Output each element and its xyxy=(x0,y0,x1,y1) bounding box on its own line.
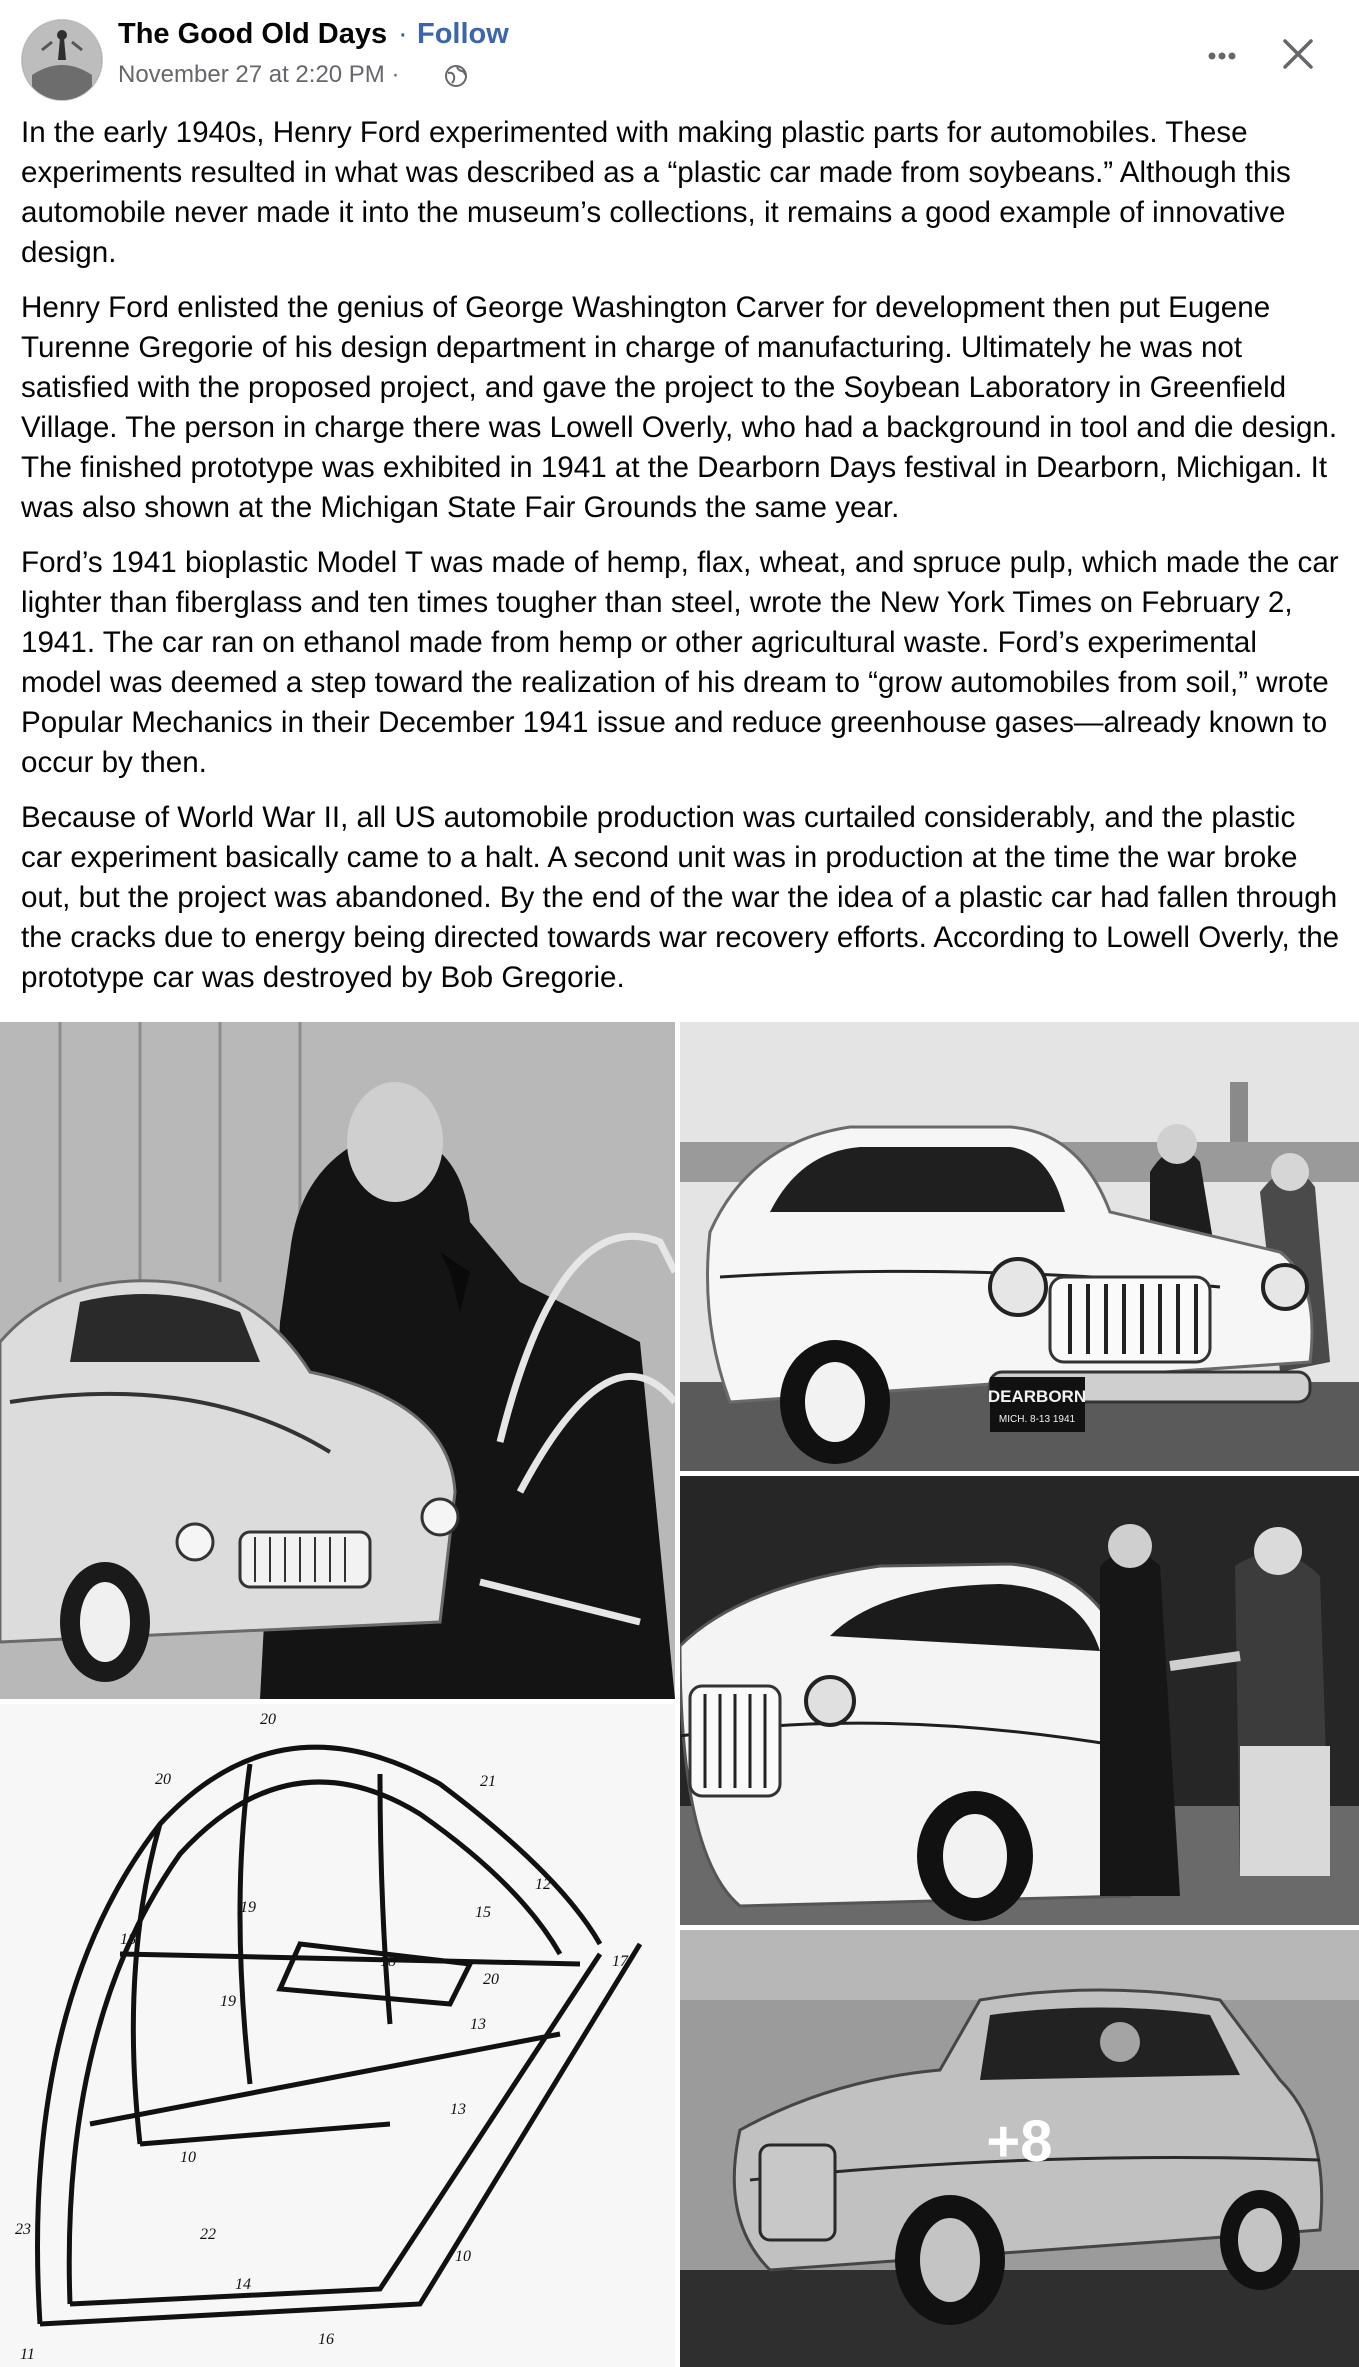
drawing-label: 14 xyxy=(235,2276,251,2293)
handshake-car-image xyxy=(680,1476,1359,1925)
drawing-label: 15 xyxy=(475,1904,491,1921)
drawing-label: 16 xyxy=(318,2331,334,2348)
drawing-label: 13 xyxy=(450,2101,466,2118)
more-options-icon[interactable] xyxy=(1200,34,1244,78)
photo-gallery xyxy=(0,1022,1359,2367)
designer-model-image xyxy=(0,1022,675,1699)
avatar-image xyxy=(22,20,102,100)
post-paragraph: Henry Ford enlisted the genius of George Washington Carver for development then put Eugene Turenne Gregorie of his design department in charge of manufacturing. Ultimately he was not satisfied with the proposed project, and gave the project to the Soybean Laboratory in Greenfield Village. The person in charge there was Lowell Overly, who had a background in tool and die design. The finished prototype was exhibited in 1941 at the Dearborn Days festival in Dearborn, Michigan. It was also shown at the Michigan State Fair Grounds the same year. xyxy=(21,291,1338,524)
license-plate-small-text: MICH. 8-13 1941 xyxy=(998,1414,1076,1425)
page-name-link[interactable]: The Good Old Days xyxy=(118,18,388,50)
post-timestamp[interactable]: November 27 at 2:20 PM · xyxy=(118,61,400,88)
post-paragraph: In the early 1940s, Henry Ford experimented with making plastic parts for automobiles. These experiments resulted in what was described as a “plastic car made from soybeans.” Although this automobile never made it into the museum’s collections, it remains a good example of innovative design. xyxy=(21,116,1291,269)
photo-more-images[interactable] xyxy=(680,1930,1359,2367)
drawing-label: 23 xyxy=(15,2221,31,2238)
post-paragraph: Because of World War II, all US automobile production was curtailed considerably, and the plastic car experiment basically came to a halt. A second unit was in production at the time the war broke out, but the project was abandoned. By the end of the war the idea of a plastic car had fallen through the cracks due to energy being directed towards war recovery efforts. According to Lowell Overly, the prototype car was destroyed by Bob Gregorie. xyxy=(21,801,1340,994)
close-icon[interactable] xyxy=(1278,34,1318,74)
drawing-label: 21 xyxy=(480,1773,496,1790)
drawing-label: 10 xyxy=(180,2149,196,2166)
photo-handshake-by-car[interactable] xyxy=(680,1476,1359,1925)
photo-designer-with-model[interactable] xyxy=(0,1022,675,1699)
frame-drawing-image xyxy=(0,1704,675,2367)
post-body xyxy=(21,113,1341,1013)
post-header xyxy=(0,0,1359,95)
drawing-label: 20 xyxy=(155,1771,171,1788)
drawing-label: 18 xyxy=(120,1931,136,1948)
more-photos-count[interactable]: +8 xyxy=(986,2109,1053,2174)
name-follow-separator: · xyxy=(398,18,408,50)
car-two-men-image xyxy=(680,1022,1359,1471)
drawing-label: 11 xyxy=(20,2346,35,2363)
page-avatar[interactable] xyxy=(21,19,103,101)
follow-button[interactable]: Follow xyxy=(417,18,509,50)
drawing-label: 13 xyxy=(470,2016,486,2033)
drawing-label: 10 xyxy=(455,2248,471,2265)
license-plate-text: DEARBORN xyxy=(987,1387,1087,1406)
drawing-label: 18 xyxy=(380,1953,396,1970)
drawing-label: 20 xyxy=(260,1711,276,1728)
photo-car-with-two-men[interactable] xyxy=(680,1022,1359,1471)
drawing-label: 17 xyxy=(612,1953,628,1970)
drawing-label: 22 xyxy=(200,2226,216,2243)
drawing-label: 12 xyxy=(535,1876,551,1893)
drawing-label: 20 xyxy=(483,1971,499,1988)
drawing-label: 19 xyxy=(220,1993,236,2010)
photo-frame-patent-drawing[interactable] xyxy=(0,1704,675,2367)
drawing-label: 19 xyxy=(240,1899,256,1916)
post-paragraph: Ford’s 1941 bioplastic Model T was made of hemp, flax, wheat, and spruce pulp, which made the car lighter than fiberglass and ten times tougher than steel, wrote the New York Times on February 2, 1941. The car ran on ethanol made from hemp or other agricultural waste. Ford’s experimental model was deemed a step toward the realization of his dream to “grow automobiles from soil,” wrote Popular Mechanics in their December 1941 issue and reduce greenhouse gases—already known to occur by then. xyxy=(21,546,1339,779)
globe-icon xyxy=(444,64,468,88)
